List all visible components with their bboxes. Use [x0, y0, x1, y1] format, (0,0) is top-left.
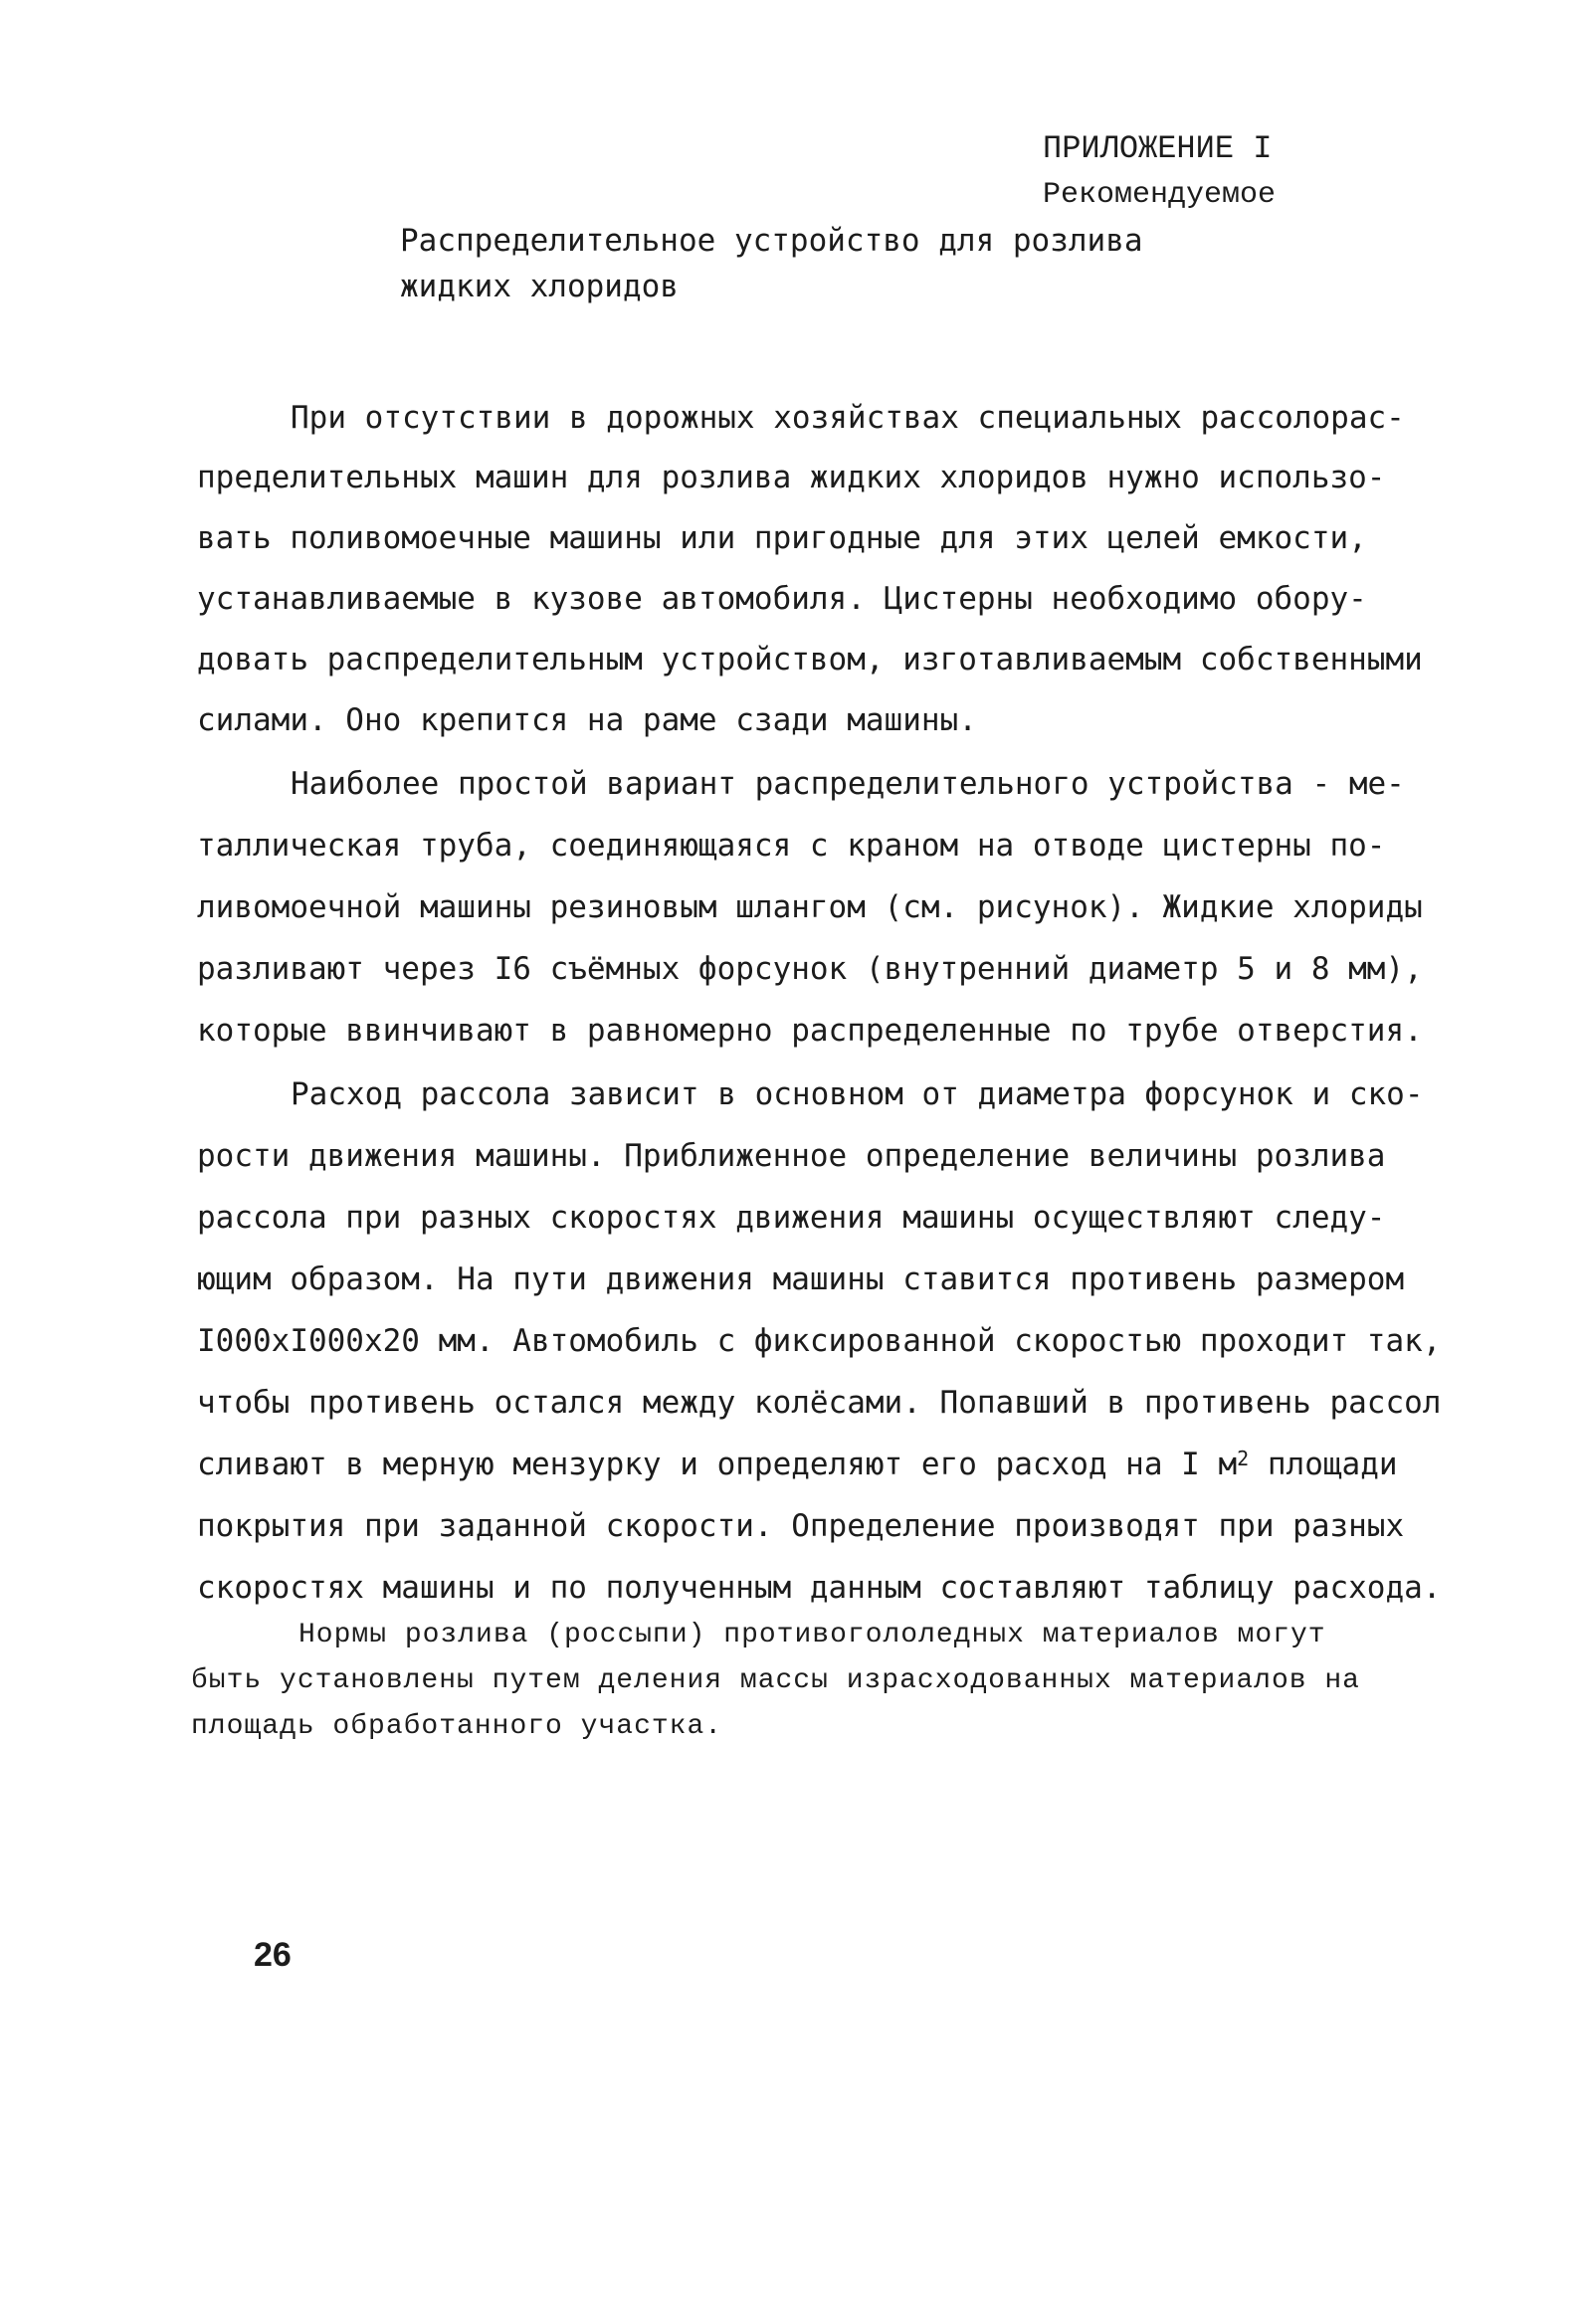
paragraph-4-line-2: быть установлены путем деления массы израсходованных материалов на — [191, 1665, 1360, 1696]
paragraph-3-line-2: рости движения машины. Приближенное определение величины розлива — [197, 1138, 1386, 1174]
paragraph-1-line-4: устанавливаемые в кузове автомобиля. Цистерны необходимо обору- — [197, 581, 1367, 617]
paragraph-3-line-1: Расход рассола зависит в основном от диаметра форсунок и ско- — [291, 1076, 1424, 1112]
paragraph-1-line-3: вать поливомоечные машины или пригодные для этих целей емкости, — [197, 520, 1367, 556]
paragraph-3-line-9: скоростях машины и по полученным данным составляют таблицу расхода. — [197, 1570, 1442, 1606]
paragraph-2-line-2: таллическая труба, соединяющаяся с краном на отводе цистерны по- — [197, 828, 1386, 864]
document-title-line-2: жидких хлоридов — [400, 269, 679, 304]
paragraph-3-line-7-tail: площади — [1249, 1447, 1398, 1482]
paragraph-3-line-5: I000xI000x20 мм. Автомобиль с фиксированной скоростью проходит так, — [197, 1323, 1442, 1359]
paragraph-2-line-4: разливают через I6 съёмных форсунок (внутренний диаметр 5 и 8 мм), — [197, 951, 1423, 987]
paragraph-3-line-7-text: сливают в мерную мензурку и определяют его расход на I м — [197, 1447, 1238, 1482]
paragraph-1-line-2: пределительных машин для розлива жидких хлоридов нужно использо- — [197, 460, 1386, 495]
recommendation-status: Рекомендуемое — [1043, 178, 1277, 212]
paragraph-1-line-1: При отсутствии в дорожных хозяйствах специальных рассолорас- — [291, 400, 1405, 436]
paragraph-2-line-5: которые ввинчивают в равномерно распределенные по трубе отверстия. — [197, 1013, 1423, 1049]
paragraph-2-line-1: Наиболее простой вариант распределительного устройства - ме- — [291, 766, 1405, 802]
paragraph-3-line-7 — [197, 1445, 1398, 1484]
paragraph-3-line-3: рассола при разных скоростях движения машины осуществляют следу- — [197, 1200, 1386, 1236]
paragraph-1-line-5: довать распределительным устройством, изготавливаемым собственными — [197, 642, 1423, 678]
paragraph-2-line-3: ливомоечной машины резиновым шлангом (см. рисунок). Жидкие хлориды — [197, 889, 1423, 925]
paragraph-4-line-1: Нормы розлива (россыпи) противогололедных материалов могут — [298, 1620, 1326, 1650]
paragraph-4-line-3: площадь обработанного участка. — [191, 1711, 723, 1742]
document-title-line-1: Распределительное устройство для розлива — [400, 223, 1143, 259]
paragraph-3-line-6: чтобы противень остался между колёсами. Попавший в противень рассол — [197, 1385, 1442, 1421]
superscript-2: 2 — [1237, 1447, 1250, 1470]
paragraph-3-line-8: покрытия при заданной скорости. Определение производят при разных — [197, 1508, 1405, 1544]
paragraph-1-line-6: силами. Оно крепится на раме сзади машины. — [197, 702, 977, 738]
paragraph-3-line-4: ющим образом. На пути движения машины ставится противень размером — [197, 1261, 1405, 1297]
appendix-label: ПРИЛОЖЕНИЕ I — [1043, 130, 1273, 167]
page-number: 26 — [254, 1936, 292, 1974]
